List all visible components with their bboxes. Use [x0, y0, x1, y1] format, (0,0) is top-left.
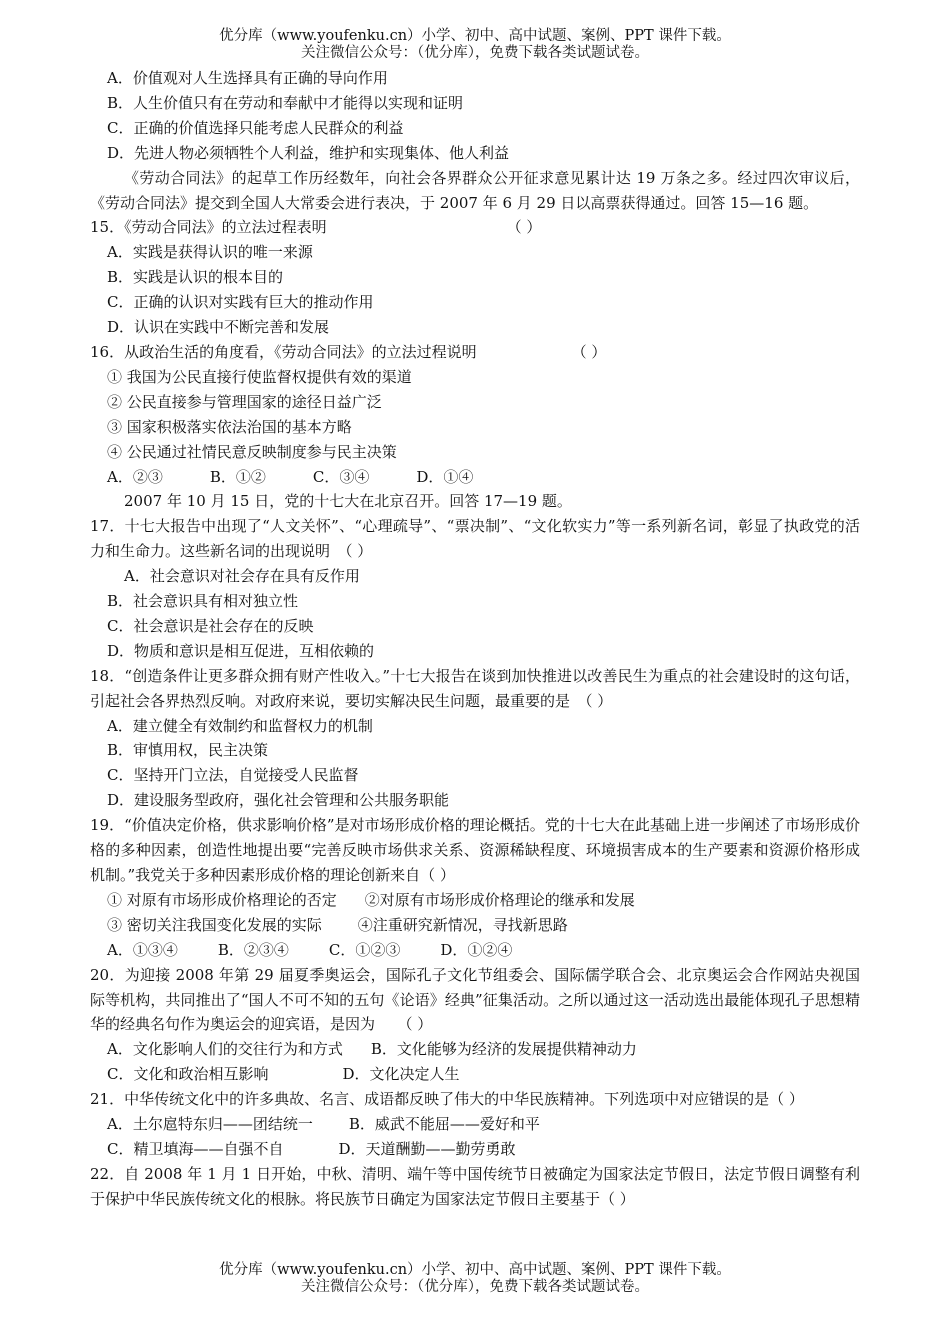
- q19-option-a: A．①③④: [107, 940, 178, 959]
- q20-options-row-2: [90, 1062, 860, 1087]
- q20-option-a: A．文化影响人们的交往行为和方式: [107, 1040, 343, 1059]
- q20-stem: 20．为迎接 2008 年第 29 届夏季奥运会，国际孔子文化节组委会、国际儒学联合会、北京奥运会合作网站央视国际等机构，共同推出了“国人不可不知的五句《论语》经典”征集活动。之所以通过这一活动选出最能体现孔子思想精华的经典名句作为奥运会的迎宾语，是因为 （ ）: [90, 965, 860, 1034]
- q19-options: [90, 938, 860, 963]
- q16-options: [90, 465, 860, 490]
- q16-option-a: A．②③: [107, 467, 163, 486]
- q20-options-row-1: [90, 1037, 860, 1062]
- q19-stem: 19．“价值决定价格，供求影响价格”是对市场形成价格的理论概括。党的十七大在此基础上进一步阐述了市场形成价格的多种因素，创造性地提出要“完善反映市场供求关系、资源稀缺程度、环境损害成本的生产要素和资源价格形成机制。”我党关于多种因素形成价格的理论创新来自（ ）: [90, 816, 860, 884]
- q17-option-b: B．社会意识具有相对独立性: [107, 592, 299, 611]
- q20-option-c: C．文化和政治相互影响: [107, 1065, 269, 1084]
- q18-option-a: A．建立健全有效制约和监督权力的机制: [107, 716, 373, 735]
- q14-option-c: C．正确的价值选择只能考虑人民群众的利益: [107, 118, 404, 137]
- q14-option-a: A．价值观对人生选择具有正确的导向作用: [107, 69, 388, 87]
- q15-stem: [90, 215, 860, 240]
- q19-statements-row-2: [90, 913, 860, 938]
- q19-option-d: D．①②④: [440, 940, 513, 959]
- q21-option-a: A．土尔扈特东归——团结统一: [107, 1115, 313, 1134]
- q21-stem: 21．中华传统文化中的许多典故、名言、成语都反映了伟大的中华民族精神。下列选项中对应错误的是（ ）: [90, 1090, 804, 1109]
- footer-line-1: 优分库（www.youfenku.cn）小学、初中、高中试题、案例、PPT 课件下载。: [219, 1262, 731, 1278]
- header-line-1: 优分库（www.youfenku.cn）小学、初中、高中试题、案例、PPT 课件下载。: [219, 28, 731, 44]
- q16-statement-4: ④ 公民通过社情民意反映制度参与民主决策: [107, 442, 397, 461]
- page-footer: [0, 1262, 950, 1296]
- q20-option-d: D．文化决定人生: [342, 1065, 460, 1084]
- q19-statement-3: ③ 密切关注我国变化发展的实际: [107, 915, 322, 934]
- q22-stem: 22．自 2008 年 1 月 1 日开始，中秋、清明、端午等中国传统节日被确定为国家法定节假日，法定节假日调整有利于保护中华民族传统文化的根脉。将民族节日确定为国家法定节假日主要基于（ ）: [90, 1164, 860, 1208]
- q18-option-d: D．建设服务型政府，强化社会管理和公共服务职能: [107, 791, 450, 810]
- passage-17-19: 2007 年 10 月 15 日，党的十七大在北京召开。回答 17—19 题。: [124, 492, 572, 511]
- q21-options-row-1: [90, 1112, 860, 1137]
- q19-option-b: B．②③④: [217, 940, 289, 959]
- q17-option-a: A．社会意识对社会存在具有反作用: [124, 567, 360, 586]
- q16-option-c: C．③④: [312, 467, 370, 486]
- exam-content: [90, 66, 860, 1212]
- passage-15-16: 《劳动合同法》的起草工作历经数年，向社会各界群众公开征求意见累计达 19 万条之多。经过四次审议后，《劳动合同法》提交到全国人大常委会进行表决，于 2007 年 6 月 29 日以高票获得通过。回答 15—16 题。: [90, 168, 860, 212]
- q18-option-b: B．审慎用权，民主决策: [107, 741, 269, 760]
- q15-answer-blank: （ ）: [506, 218, 542, 237]
- q21-option-c: C．精卫填海——自强不自: [107, 1139, 284, 1158]
- page-header: [0, 28, 950, 62]
- q14-option-b: B．人生价值只有在劳动和奉献中才能得以实现和证明: [107, 93, 464, 112]
- q16-answer-blank: （ ）: [571, 342, 607, 361]
- q19-statement-1: ① 对原有市场形成价格理论的否定: [107, 890, 337, 909]
- q18-stem: 18．“创造条件让更多群众拥有财产性收入。”十七大报告在谈到加快推进以改善民生为重点的社会建设时的这句话，引起社会各界热烈反响。对政府来说，要切实解决民生问题，最重要的是 （ ）: [90, 666, 860, 710]
- q19-statement-2: ②对原有市场形成价格理论的继承和发展: [364, 890, 635, 909]
- q19-statements-row-1: [90, 888, 860, 913]
- footer-line-2: 关注微信公众号：（优分库），免费下载各类试题试卷。: [301, 1279, 649, 1295]
- q21-option-d: D．天道酬勤——勤劳勇敢: [338, 1139, 516, 1158]
- q15-option-c: C．正确的认识对实践有巨大的推动作用: [107, 293, 374, 312]
- q16-stem-text: 16．从政治生活的角度看，《劳动合同法》的立法过程说明: [90, 342, 477, 361]
- q20-option-b: B．文化能够为经济的发展提供精神动力: [370, 1040, 637, 1059]
- q15-option-b: B．实践是认识的根本目的: [107, 268, 284, 287]
- q16-statement-1: ① 我国为公民直接行使监督权提供有效的渠道: [107, 367, 412, 386]
- q19-statement-4: ④注重研究新情况，寻找新思路: [357, 915, 568, 934]
- q21-option-b: B．威武不能屈——爱好和平: [348, 1115, 540, 1134]
- q17-option-d: D．物质和意识是相互促进，互相依赖的: [107, 641, 375, 660]
- q16-statement-3: ③ 国家积极落实依法治国的基本方略: [107, 417, 352, 436]
- q18-option-c: C．坚持开门立法，自觉接受人民监督: [107, 766, 359, 785]
- q16-option-b: B．①②: [209, 467, 266, 486]
- q14-option-d: D．先进人物必须牺牲个人利益，维护和实现集体、他人利益: [107, 143, 510, 162]
- q16-stem: [90, 340, 860, 365]
- q21-options-row-2: [90, 1137, 860, 1162]
- q15-option-d: D．认识在实践中不断完善和发展: [107, 318, 330, 337]
- q17-option-c: C．社会意识是社会存在的反映: [107, 616, 314, 635]
- header-line-2: 关注微信公众号：（优分库），免费下载各类试题试卷。: [301, 45, 649, 61]
- q16-statement-2: ② 公民直接参与管理国家的途径日益广泛: [107, 392, 382, 411]
- q15-stem-text: 15．《劳动合同法》的立法过程表明: [90, 218, 327, 237]
- q17-stem: 17．十七大报告中出现了“人文关怀”、“心理疏导”、“票决制”、“文化软实力”等一系列新名词，彰显了执政党的活力和生命力。这些新名词的出现说明 （ ）: [90, 517, 860, 561]
- q19-option-c: C．①②③: [328, 940, 401, 959]
- q15-option-a: A．实践是获得认识的唯一来源: [107, 243, 313, 262]
- q16-option-d: D．①④: [416, 467, 474, 486]
